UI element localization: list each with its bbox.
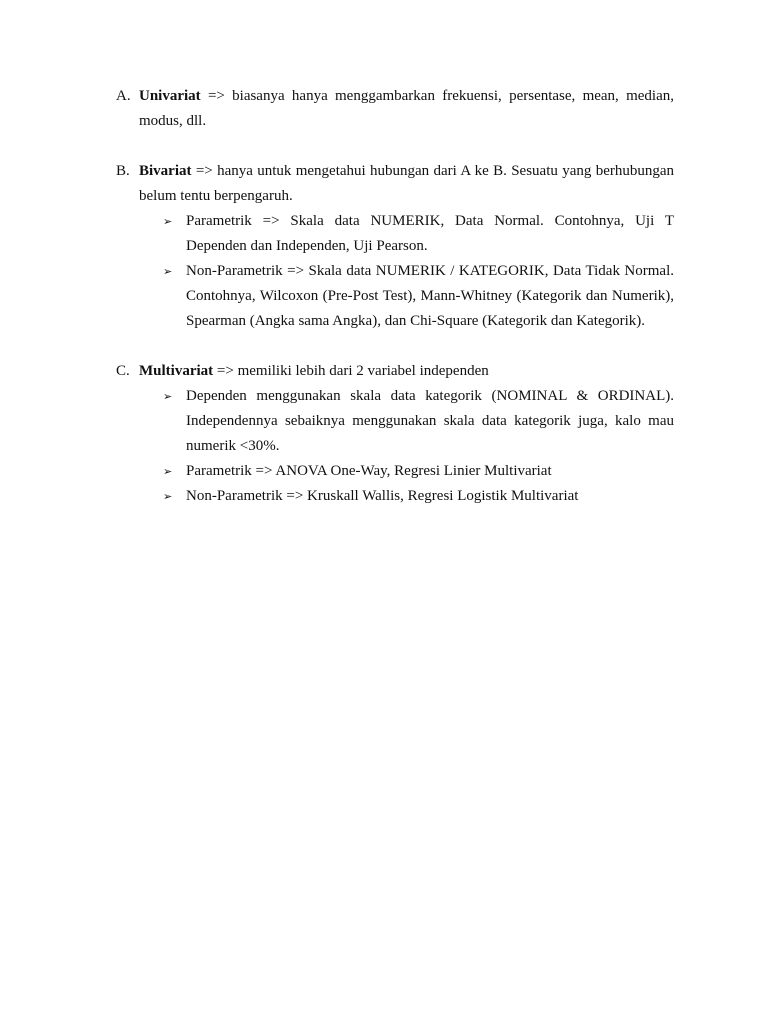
term-description: => hanya untuk mengetahui hubungan dari A ke B. Sesuatu yang berhubungan belum tentu berpengaruh.: [139, 163, 674, 204]
arrowhead-bullet-icon: ➢: [163, 215, 173, 228]
section-bivariat: [116, 159, 674, 334]
section-text: [139, 159, 674, 209]
list-marker: A.: [116, 88, 131, 104]
section-univariat: [116, 84, 674, 134]
term-heading: Multivariat: [139, 363, 214, 379]
bullet-item: [139, 209, 674, 259]
list-marker: C.: [116, 363, 130, 379]
section-multivariat: [116, 359, 674, 509]
bullet-list: [139, 384, 674, 509]
arrowhead-bullet-icon: ➢: [163, 465, 173, 478]
section-text: [139, 359, 674, 384]
term-heading: Univariat: [139, 88, 201, 104]
bullet-item: [139, 384, 674, 459]
bullet-text: Dependen menggunakan skala data kategorik (NOMINAL & ORDINAL). Independennya sebaiknya menggunakan skala data kategorik juga, kalo mau numerik <30%.: [186, 388, 674, 454]
bullet-text: Parametrik => ANOVA One-Way, Regresi Linier Multivariat: [186, 463, 552, 479]
bullet-text: Parametrik => Skala data NUMERIK, Data Normal. Contohnya, Uji T Dependen dan Independen, Uji Pearson.: [186, 213, 674, 254]
arrowhead-bullet-icon: ➢: [163, 490, 173, 503]
bullet-list: [139, 209, 674, 334]
document-content: [116, 84, 674, 534]
bullet-item: [139, 484, 674, 509]
arrowhead-bullet-icon: ➢: [163, 265, 173, 278]
list-marker: B.: [116, 163, 130, 179]
arrowhead-bullet-icon: ➢: [163, 390, 173, 403]
bullet-text: Non-Parametrik => Kruskall Wallis, Regresi Logistik Multivariat: [186, 488, 579, 504]
bullet-item: [139, 259, 674, 334]
term-description: => memiliki lebih dari 2 variabel independen: [213, 363, 489, 379]
bullet-text: Non-Parametrik => Skala data NUMERIK / KATEGORIK, Data Tidak Normal. Contohnya, Wilcoxon (Pre-Post Test), Mann-Whitney (Kategorik dan Numerik), Spearman (Angka sama Angka), dan Chi-Square (Kategorik dan Kategorik).: [186, 263, 674, 329]
term-heading: Bivariat: [139, 163, 192, 179]
bullet-item: [139, 459, 674, 484]
term-description: => biasanya hanya menggambarkan frekuensi, persentase, mean, median, modus, dll.: [139, 88, 674, 129]
section-text: [139, 84, 674, 134]
